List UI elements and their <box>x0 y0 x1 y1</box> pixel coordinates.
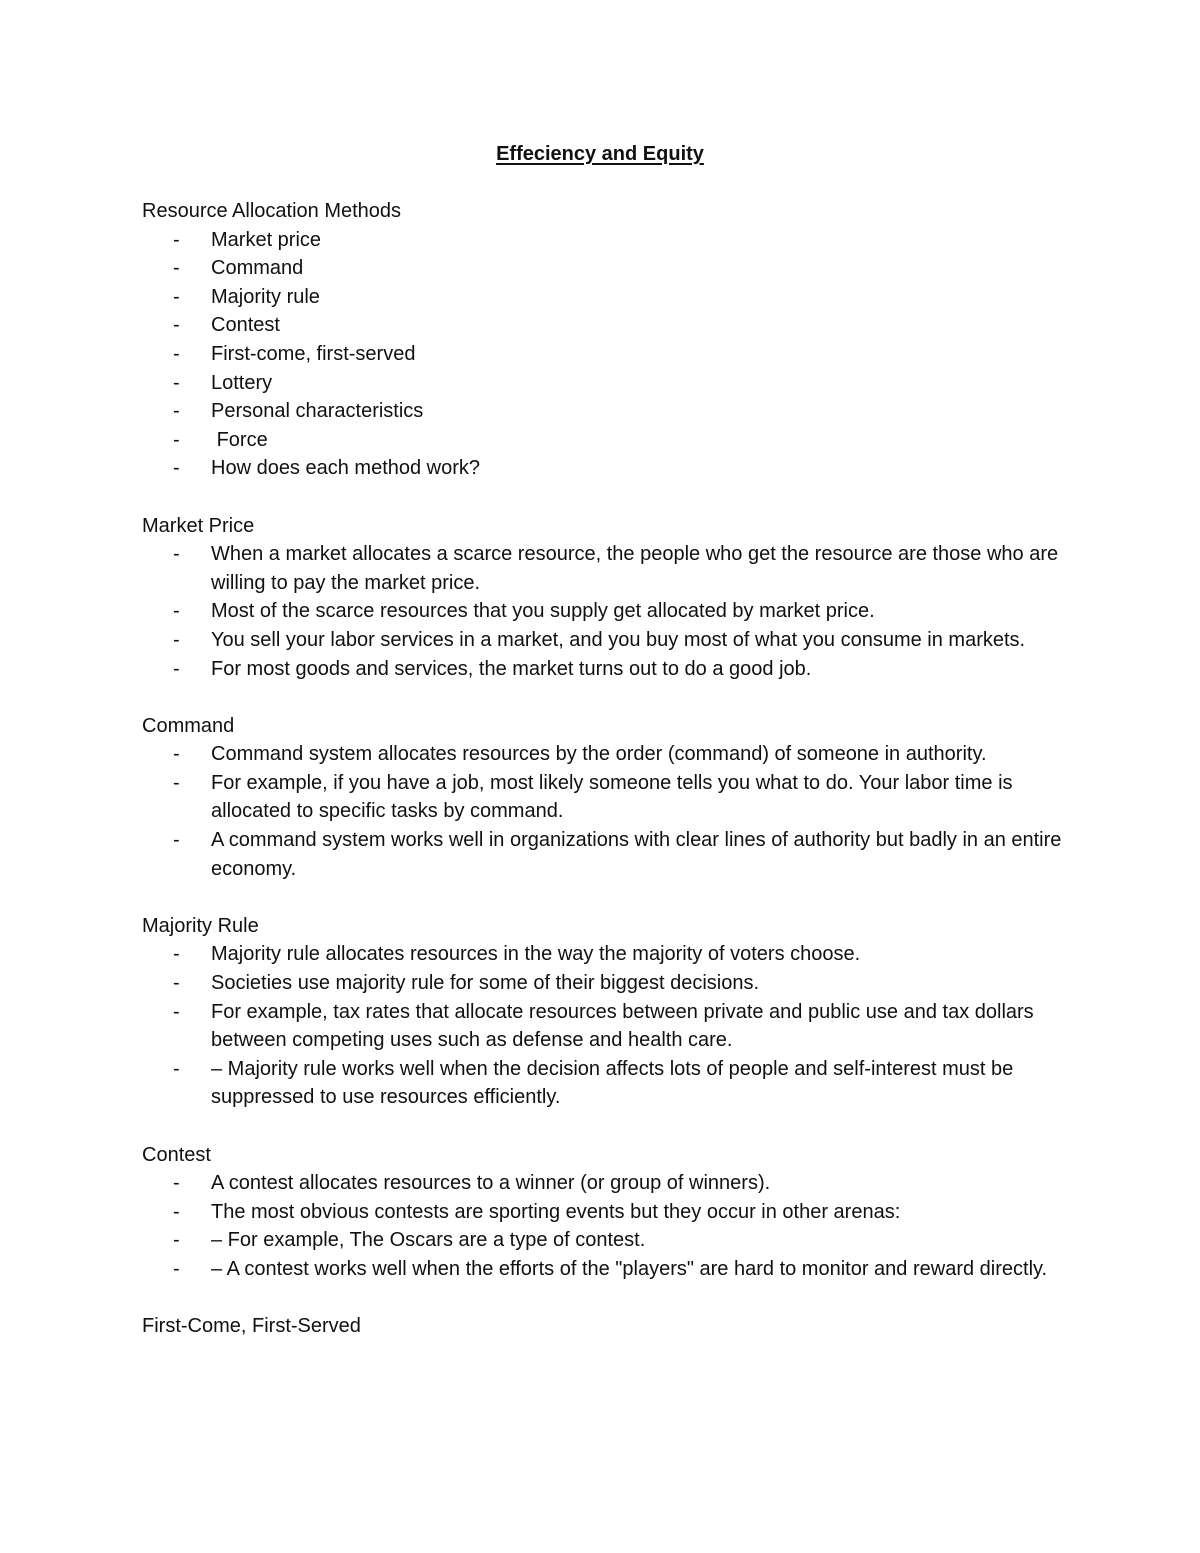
list-item-text: Lottery <box>211 371 273 394</box>
list-item <box>142 397 1062 426</box>
list-item <box>142 969 1062 998</box>
list-item-text: You sell your labor services in a market, and you buy most of what you consume in markets. <box>211 628 1026 651</box>
bullet-dash: - <box>173 1057 180 1080</box>
section <box>142 1141 1062 1284</box>
bullet-dash: - <box>173 1200 180 1223</box>
list-item <box>142 454 1062 483</box>
section-heading: Contest <box>142 1143 211 1166</box>
list-item <box>142 283 1062 312</box>
bullet-dash: - <box>173 1000 180 1023</box>
bullet-dash: - <box>173 829 180 852</box>
bullet-dash: - <box>173 257 180 280</box>
list-item <box>142 1169 1062 1198</box>
bullet-dash: - <box>173 943 180 966</box>
section <box>142 1312 1062 1341</box>
section <box>142 197 1062 483</box>
list-item-text: Force <box>211 428 268 451</box>
list-item <box>142 940 1062 969</box>
list-item-text: Societies use majority rule for some of their biggest decisions. <box>211 972 760 995</box>
list-item-text: Most of the scarce resources that you supply get allocated by market price. <box>211 600 875 623</box>
list-item <box>142 254 1062 283</box>
list-item <box>142 826 1067 883</box>
section-heading: Market Price <box>142 514 255 537</box>
list-item-text: Majority rule <box>211 285 320 308</box>
list-item <box>142 226 1062 255</box>
bullet-dash: - <box>173 285 180 308</box>
list-item <box>142 1055 1062 1112</box>
list-item <box>142 340 1062 369</box>
section-heading: Majority Rule <box>142 914 259 937</box>
list-item <box>142 1198 1062 1227</box>
document-body <box>142 197 1067 1341</box>
list-item-text: A command system works well in organizations with clear lines of authority but badly in an entire economy. <box>211 829 1067 880</box>
bullet-dash: - <box>173 743 180 766</box>
list-item-text: Command <box>211 257 304 280</box>
list-item-text: A contest allocates resources to a winner (or group of winners). <box>211 1172 771 1195</box>
list-item-text: How does each method work? <box>211 457 481 480</box>
list-item-text: Command system allocates resources by the order (command) of someone in authority. <box>211 743 987 766</box>
bullet-dash: - <box>173 342 180 365</box>
document-title <box>0 140 1200 168</box>
list-item <box>142 597 1062 626</box>
bullet-dash: - <box>173 400 180 423</box>
list-item-text: Personal characteristics <box>211 400 424 423</box>
section-heading: First-Come, First-Served <box>142 1315 361 1338</box>
bullet-dash: - <box>173 457 180 480</box>
list-item-text: – Majority rule works well when the decision affects lots of people and self-interest must be suppressed to use resources efficiently. <box>211 1057 1019 1109</box>
bullet-dash: - <box>173 1229 180 1252</box>
list-item <box>142 740 1062 769</box>
list-item <box>142 540 1062 597</box>
list-item-text: For example, if you have a job, most likely someone tells you what to do. Your labor time is allocated to specific tasks by command. <box>211 771 1019 823</box>
section-heading: Resource Allocation Methods <box>142 200 402 222</box>
list-item-text: Contest <box>211 314 280 337</box>
list-item-text: First-come, first-served <box>211 342 416 365</box>
bullet-dash: - <box>173 972 180 995</box>
list-item-text: The most obvious contests are sporting events but they occur in other arenas: <box>211 1200 901 1223</box>
document-title-text: Effeciency and Equity <box>496 143 704 165</box>
bullet-list <box>142 1169 1062 1283</box>
section <box>142 712 1067 884</box>
bullet-dash: - <box>173 314 180 337</box>
bullet-list <box>142 740 1067 883</box>
bullet-list <box>142 226 1062 483</box>
list-item <box>142 998 1062 1055</box>
bullet-dash: - <box>173 1257 180 1280</box>
list-item-text: Majority rule allocates resources in the way the majority of voters choose. <box>211 943 861 966</box>
bullet-dash: - <box>173 1172 180 1195</box>
bullet-dash: - <box>173 628 180 651</box>
list-item <box>142 369 1062 398</box>
list-item <box>142 626 1062 655</box>
section-heading: Command <box>142 714 235 737</box>
list-item <box>142 769 1062 826</box>
list-item-text: For most goods and services, the market turns out to do a good job. <box>211 657 812 680</box>
bullet-dash: - <box>173 371 180 394</box>
list-item <box>142 1226 1062 1255</box>
list-item-text: – For example, The Oscars are a type of contest. <box>211 1229 646 1252</box>
list-item-text: For example, tax rates that allocate resources between private and public use and tax dollars between competing uses such as defense and health care. <box>211 1000 1040 1052</box>
list-item <box>142 1255 1062 1284</box>
bullet-dash: - <box>173 657 180 680</box>
list-item <box>142 311 1062 340</box>
list-item <box>142 655 1062 684</box>
bullet-dash: - <box>173 543 180 566</box>
bullet-dash: - <box>173 771 180 794</box>
list-item-text: – A contest works well when the efforts of the "players" are hard to monitor and reward directly. <box>211 1257 1048 1280</box>
bullet-dash: - <box>173 428 180 451</box>
bullet-dash: - <box>173 228 180 251</box>
section <box>142 512 1062 684</box>
bullet-list <box>142 540 1062 683</box>
list-item <box>142 426 1062 455</box>
bullet-dash: - <box>173 600 180 623</box>
list-item-text: When a market allocates a scarce resource, the people who get the resource are those who are willing to pay the market price. <box>211 543 1064 594</box>
list-item-text: Market price <box>211 228 322 251</box>
section <box>142 912 1062 1112</box>
bullet-list <box>142 940 1062 1112</box>
